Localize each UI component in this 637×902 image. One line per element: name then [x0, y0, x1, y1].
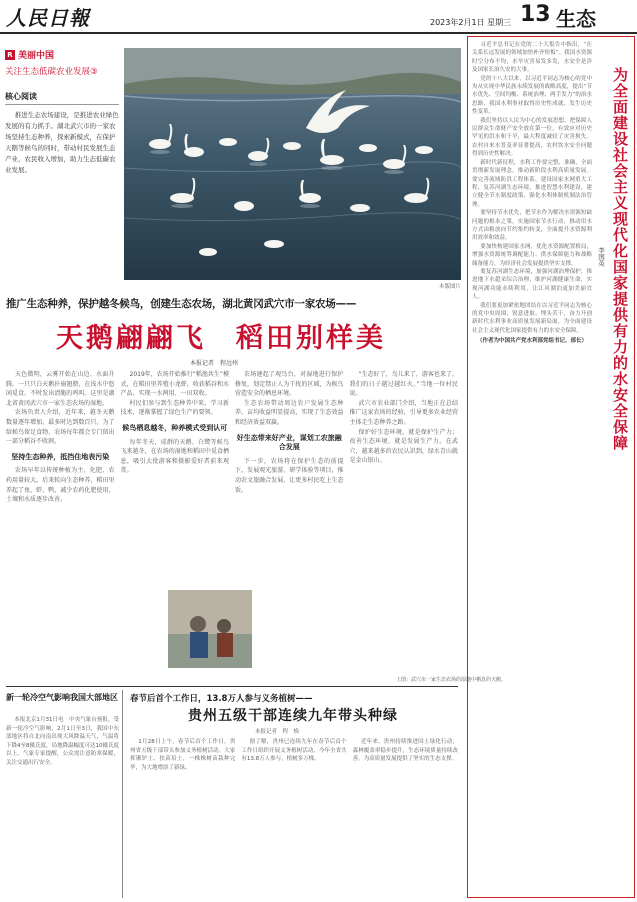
small-photo-image [168, 590, 252, 668]
paper-name: 人民日報 [6, 6, 90, 30]
section-name: 生态 [556, 7, 596, 31]
body-paragraph: 据了解，贵州已连续九年在春节后首个工作日组织开展义务植树活动，今年全省共有13.8万人参与，植树多万株。 [241, 739, 347, 763]
body-column-4 [350, 370, 459, 670]
issue-date: 2023年2月1日 星期三 [430, 18, 512, 27]
section-divider [6, 686, 458, 687]
commentary-paragraph: 习近平总书记在党的二十大报告中指出，“在关系长远发展的领域加快补齐短板”。我国水资源时空分布不均，水旱灾害易发多发，水安全是涉及国家长治久安的大事。 [472, 42, 592, 74]
body-paragraph: “生态好了，鸟儿来了，游客也来了，我们的日子越过越红火。”当地一位村民说。 [349, 371, 458, 398]
commentary-author: 李国英 [597, 247, 605, 267]
series-title: 关注生态低碳农业发展③ [5, 67, 98, 77]
column-name: 美丽中国 [18, 51, 55, 61]
small-photo-caption: 上图：武穴市一家生态农场的湿地中栖息的天鹅。 [396, 677, 507, 683]
column-divider [122, 690, 123, 898]
core-reading-heading: 核心阅读 [5, 91, 119, 105]
body-paragraph: 武穴市农业部门介绍，当地正在总结推广这家农场的经验，引导更多农业经营主体走生态种养之路。 [349, 399, 458, 426]
main-story-headline: 天鹅翩翩飞 稻田别样美 [56, 323, 386, 354]
section-subhead: 好生态带来好产业，谋划工农旅融合发展 [236, 433, 342, 452]
commentary-article [467, 36, 635, 898]
commentary-paragraph: 要复苏河湖生态环境，加强河湖治理保护，推进地下水超采综合治理，维护河湖健康生命，实现河湖功能永续利用，让江河湖泊更加美丽宜人。 [472, 268, 592, 301]
section-subhead: 坚持生态种养，抵挡住地表污染 [11, 452, 110, 461]
commentary-headline: 为全面建设社会主义现代化国家提供有力的水安全保障 [611, 67, 629, 451]
masthead [0, 0, 637, 34]
main-story-kicker: 推广生态种养，保护越冬候鸟，创建生态农场，湖北黄冈武穴市一家农场—— [6, 298, 357, 310]
commentary-body [472, 41, 592, 865]
swan-photo [124, 48, 461, 280]
body-paragraph: 村民们参与到生态种养中来，学习新技术，逐渐掌握了绿色生产的要领。 [120, 399, 229, 417]
body-paragraph: 下一步，农场将在保护生态的前提下，发展观光旅游、研学体验等项目，推动农文旅融合发展，让更多村民吃上生态饭。 [235, 457, 344, 494]
body-paragraph: 农场建起了观鸟台，对湿地进行保护修复，划定禁止人为干扰的区域，为候鸟营造安全的栖息环境。 [235, 371, 344, 398]
swan-photo-image [124, 48, 461, 280]
commentary-paragraph: 我们坚持以人民为中心的发展思想，把保障人民群众生命财产安全放在第一位，有效应对历史罕见的洪水和干旱，最大程度减轻了灾害损失。农村自来水普及率显著提高，农村饮水安全问题得到历史性解决。 [472, 117, 592, 158]
column-tag [5, 48, 119, 61]
column-intro [5, 48, 119, 176]
photo-credit: 本版图片 [438, 284, 461, 290]
commentary-paragraph: 新时代新征程，水利工作要完整、准确、全面贯彻新发展理念，推动新阶段水利高质量发展。要完善流域防洪工程体系，建设国家水网重大工程，复苏河湖生态环境，推进智慧水利建设，建立健全节水制度政策，强化水利体制机制法治管理。 [472, 159, 592, 208]
body-paragraph: 生态农场带动周边农户发展生态种养，亩均收益明显提高，实现了生态效益和经济效益双赢。 [235, 399, 344, 426]
small-photo [168, 590, 252, 668]
author-note: （作者为中国共产党水利部党组书记、部长） [476, 338, 587, 345]
body-paragraph: 近年来，贵州持续推进国土绿化行动，森林覆盖率稳步提升，生态环境质量持续改善，为高质量发展提供了坚实的生态支撑。 [352, 739, 458, 763]
story2-column-2 [241, 738, 346, 898]
story2-headline: 贵州五级干部连续九年带头种绿 [188, 708, 398, 724]
brief-text: 本报北京1月31日电 中央气象台预报，受新一轮冷空气影响，2月1日至3日，我国中东部地区将自北向南出现大风降温天气，气温将下降4至8摄氏度，局地降温幅度可达10摄氏度以上。气象专家提醒，公众需注意防寒保暖，关注交通出行安全。 [6, 717, 119, 766]
story2-column-3 [353, 738, 458, 898]
body-paragraph: 农场早年以传统种植为主，化肥、农药用量较大。后来转向生态种养，稻田里养起了鱼、虾、鸭，减少农药化肥使用，土壤和水质逐步改善。 [6, 467, 115, 504]
body-paragraph: 天色微明，云雾开始在山边、水面升腾。一只只白天鹅扑扇翅膀，在浅水中悠闲觅食，不时发出清脆的鸣叫。这里是湖北省黄冈武穴市一家生态农场的湿地。 [6, 371, 115, 407]
story2-column-1 [130, 738, 235, 898]
story2-byline: 本报记者 程 焕 [255, 729, 300, 735]
page-number: 13 [520, 2, 551, 27]
body-paragraph: 每年冬天，成群的天鹅、白鹭等候鸟飞来越冬，在农场的湿地和稻田中觅食栖息，吸引大批游客和摄影爱好者前来观赏。 [120, 438, 229, 475]
commentary-paragraph: 要加快构建国家水网，优化水资源配置格局，增强水资源统筹调配能力、供水保障能力和战略储备能力，为经济社会发展提供坚实支撑。 [472, 243, 592, 267]
body-paragraph: 2019年，农场开始推行“稻渔共生”模式，在稻田里养殖小龙虾，收获稻谷和水产品，实现一水两用、一田双收。 [120, 371, 229, 398]
story2-body [130, 738, 458, 898]
body-paragraph: 农场负责人介绍，近年来，越冬天鹅数量逐年增加，最多时达到数百只。为了给候鸟留足食物，农场每年都会专门留出一部分稻谷不收割。 [6, 409, 115, 446]
story2-kicker: 春节后首个工作日，13.8万人参与义务植树—— [130, 694, 313, 704]
brief-title: 新一轮冷空气影响我国大部地区 [6, 693, 118, 702]
commentary-paragraph: 党的十八大以来，以习近平同志为核心的党中央从实现中华民族永续发展的战略高度，提出“节水优先、空间均衡、系统治理、两手发力”的治水思路，我国水利事业取得历史性成就、发生历史性变革。 [472, 75, 592, 116]
column-logo-icon: R [5, 50, 15, 60]
body-paragraph: 1月28日上午，春节后首个工作日，贵州省五级干部带头参加义务植树活动。大家挥锹铲土、扶苗培土，一株株树苗栽种完毕，为大地增添了新绿。 [130, 739, 236, 771]
body-column-1 [6, 370, 115, 670]
commentary-paragraph: 我们要更加紧密地团结在以习近平同志为核心的党中央周围，锐意进取、埋头苦干，奋力开创新时代水利事业高质量发展新局面，为全面建设社会主义现代化国家提供有力的水安全保障。 [472, 302, 592, 334]
body-paragraph: 保护好生态环境，就是保护生产力；改善生态环境，就是发展生产力。在武穴，越来越多的农民认识到，绿水青山就是金山银山。 [349, 428, 458, 465]
main-story-byline: 本报记者 程远州 [190, 360, 239, 367]
section-subhead: 候鸟栖息越冬，种养模式受到认可 [122, 423, 228, 432]
commentary-paragraph: 要坚持节水优先，把节水作为解决水资源短缺问题的根本之策，实施国家节水行动，推动用水方式由粗放向节约集约转变，全面提升水资源利用效率和效益。 [472, 210, 592, 242]
core-reading-text: 推进生态农场建设，是推进农业绿色发展的有力抓手。湖北武穴市的一家农场坚持生态种养，探索新模式，在保护天鹅等候鸟的同时，带动村民发展生态产业，农民收入增加，助力生态低碳农业发展。 [5, 111, 119, 174]
